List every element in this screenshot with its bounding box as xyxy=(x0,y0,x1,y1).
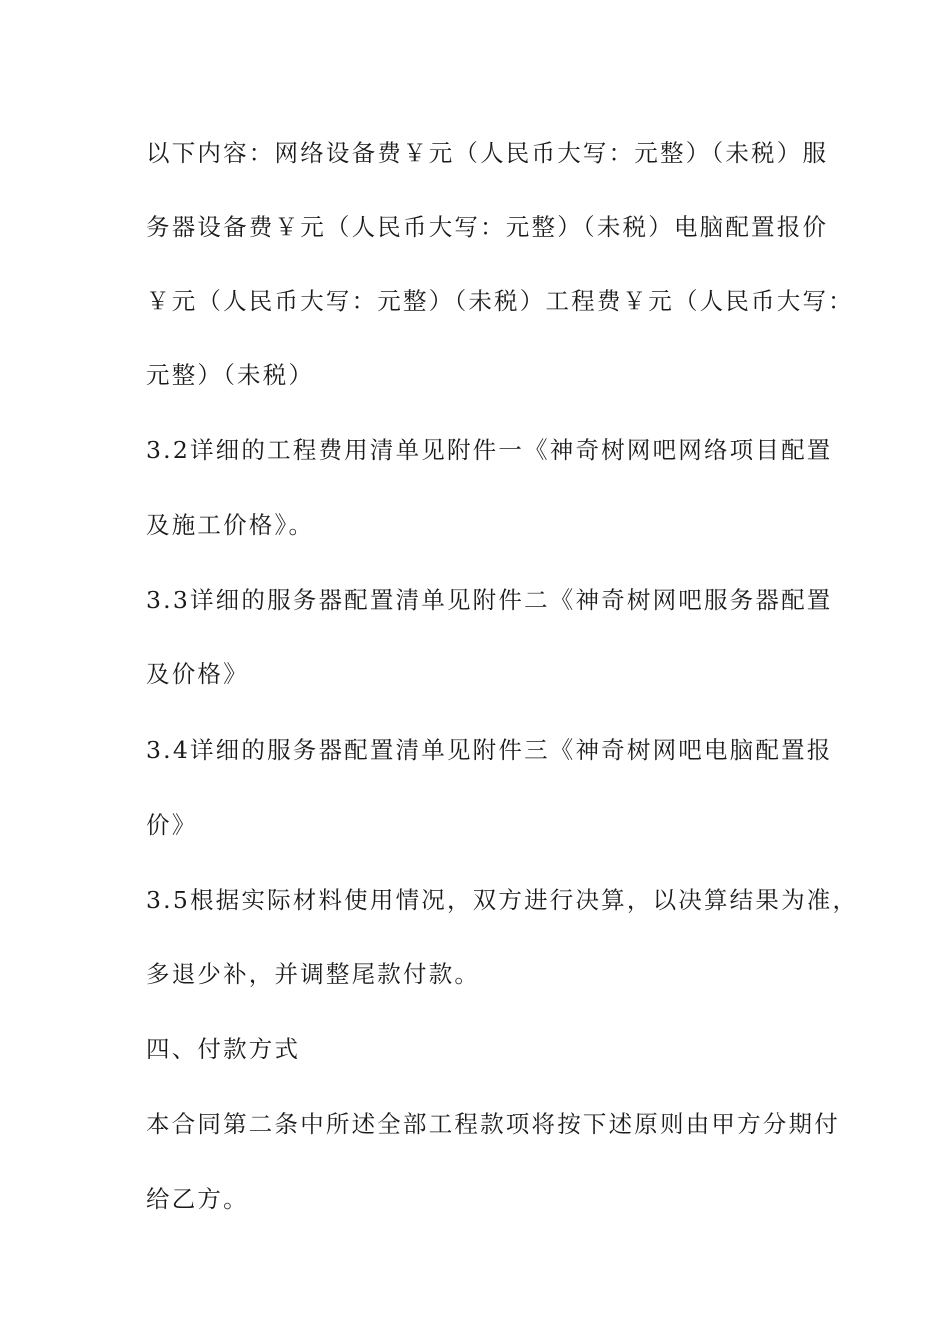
clause-3-4: 3.4详细的服务器配置清单见附件三《神奇树网吧电脑配置报 xyxy=(146,736,833,764)
text-line: 元整）（未税） xyxy=(146,361,315,389)
text-line: ￥元（人民币大写：元整）（未税）工程费￥元（人民币大写： xyxy=(146,287,854,315)
text-line: 本合同第二条中所述全部工程款项将按下述原则由甲方分期付 xyxy=(146,1110,840,1138)
clause-3-5: 3.5根据实际材料使用情况，双方进行决算，以决算结果为准， xyxy=(146,886,859,914)
text-line: 及施工价格》。 xyxy=(146,511,315,539)
text-line: 价》 xyxy=(146,811,198,839)
text-line: 及价格》 xyxy=(146,660,249,688)
text-line: 以下内容：网络设备费￥元（人民币大写：元整）（未税）服 xyxy=(146,139,829,167)
section-heading-payment: 四、付款方式 xyxy=(146,1035,301,1063)
text-line: 给乙方。 xyxy=(146,1185,249,1213)
clause-3-3: 3.3详细的服务器配置清单见附件二《神奇树网吧服务器配置 xyxy=(146,586,833,614)
clause-3-2: 3.2详细的工程费用清单见附件一《神奇树网吧网络项目配置 xyxy=(146,436,833,464)
text-line: 多退少补，并调整尾款付款。 xyxy=(146,960,481,988)
text-line: 务器设备费￥元（人民币大写：元整）（未税）电脑配置报价 xyxy=(146,213,829,241)
